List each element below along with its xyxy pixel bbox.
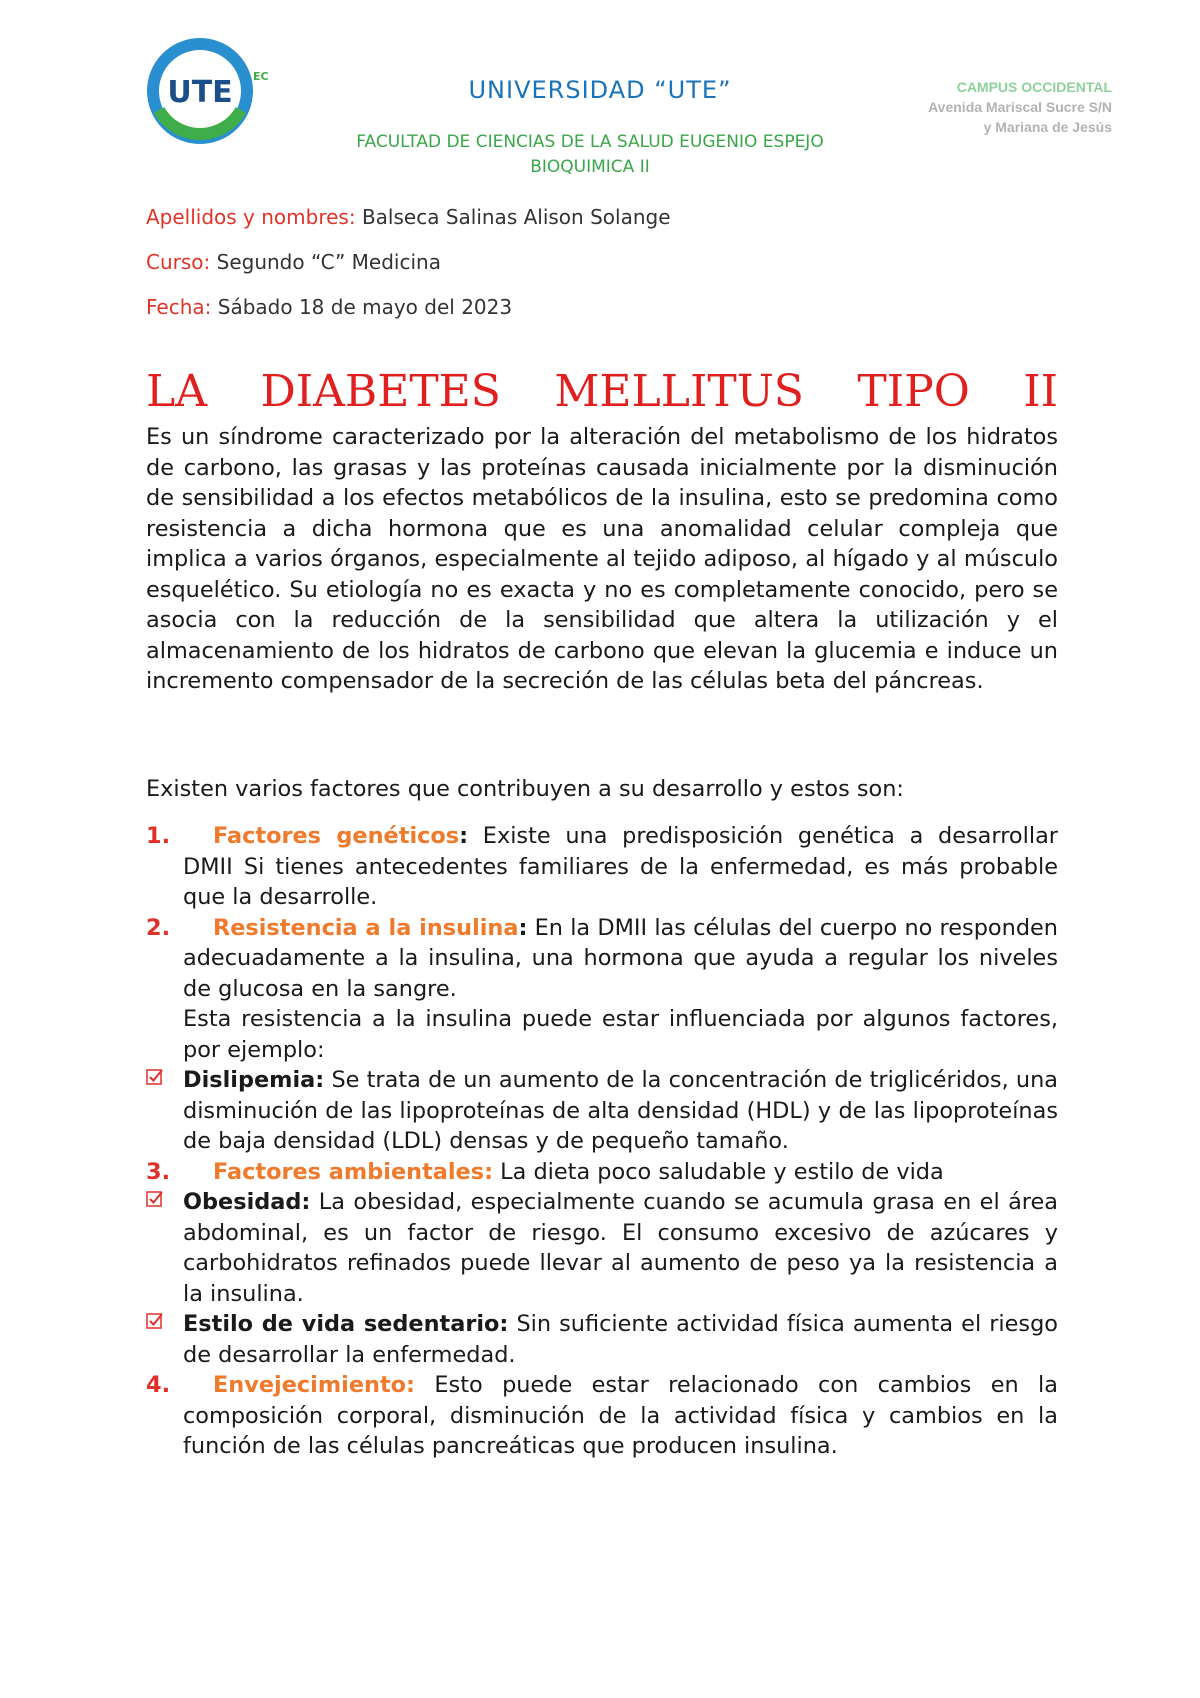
- campus-name: CAMPUS OCCIDENTAL: [956, 79, 1112, 95]
- list-item: [146, 1187, 1058, 1309]
- item-text: La obesidad, especialmente cuando se acumula grasa en el área abdominal, es un factor de riesgo. El consumo excesivo de azúcares y carbohidratos refinados puede llevar al aumento de peso ya la resistencia a la insulina.: [183, 1189, 1058, 1307]
- intro-paragraph: Es un síndrome caracterizado por la alteración del metabolismo de los hidratos de carbono, las grasas y las proteínas causada inicialmente por la disminución de sensibilidad a los efectos metabólicos de la insulina, esto se predomina como resistencia a dicha hormona que es una anomalidad celular compleja que implica a varios órganos, especialmente al tejido adiposo, al hígado y al músculo esquelético. Su etiología no es exacta y no es completamente conocido, pero se asocia con la reducción de la sensibilidad que altera la utilización y el almacenamiento de los hidratos de carbono que elevan la glucemia e induce un incremento compensador de la secreción de las células beta del páncreas.: [146, 424, 1058, 694]
- faculty-block: [0, 130, 1180, 180]
- logo-text: UTE: [167, 75, 233, 110]
- list-item: [146, 821, 1058, 913]
- date-label: Fecha:: [146, 295, 212, 319]
- item-number: 2.: [146, 914, 171, 941]
- item-heading: Resistencia a la insulina: [213, 914, 519, 941]
- course-label: Curso:: [146, 250, 211, 274]
- factors-list: [146, 821, 1058, 1462]
- item-heading: Factores ambientales:: [213, 1158, 494, 1185]
- item-number: 4.: [146, 1372, 171, 1398]
- item-text: Esto puede estar relacionado con cambios en la composición corporal, disminución de la actividad física y cambios en la función de las células pancreáticas que producen insulina.: [183, 1372, 1058, 1459]
- faculty-name: FACULTAD DE CIENCIAS DE LA SALUD EUGENIO ESPEJO: [356, 132, 824, 152]
- item-text: En la DMII las células del cuerpo no responden adecuadamente a la insulina, una hormona que ayuda a regular los niveles de glucosa en la sangre.: [183, 914, 1058, 1002]
- date-value: Sábado 18 de mayo del 2023: [217, 295, 513, 319]
- item-heading: Factores genéticos: [213, 823, 460, 849]
- factors-intro: Existen varios factores que contribuyen a su desarrollo y estos son:: [146, 776, 904, 802]
- list-item: [146, 1157, 1058, 1188]
- date-line: [146, 295, 512, 319]
- list-item: [146, 913, 1058, 1066]
- item-heading: Envejecimiento:: [213, 1372, 415, 1398]
- checkbox-icon: [146, 1190, 164, 1208]
- list-item: [146, 1370, 1058, 1462]
- item-text: Existe una predisposición genética a desarrollar DMII Si tienes antecedentes familiares de la enfermedad, es más probable que la desarrolle.: [183, 823, 1058, 910]
- item-text: Sin suficiente actividad física aumenta el riesgo de desarrollar la enfermedad.: [183, 1311, 1058, 1368]
- student-name-line: [146, 205, 671, 229]
- name-value: Balseca Salinas Alison Solange: [361, 205, 671, 229]
- item-heading: Obesidad:: [183, 1189, 311, 1215]
- name-label: Apellidos y nombres:: [146, 205, 356, 229]
- campus-address: [928, 77, 1112, 137]
- list-item: [146, 1309, 1058, 1370]
- course-value: Segundo “C” Medicina: [216, 250, 441, 274]
- document-title: LA DIABETES MELLITUS TIPO II: [146, 366, 1058, 417]
- university-title: UNIVERSIDAD “UTE”: [468, 76, 732, 104]
- checkbox-icon: [146, 1068, 164, 1086]
- item-sep: :: [459, 823, 469, 849]
- address-line-2: y Mariana de Jesús: [983, 119, 1112, 135]
- item-extra-text: Esta resistencia a la insulina puede estar influenciada por algunos factores, por ejemplo:: [183, 1006, 1058, 1063]
- address-line-1: Avenida Mariscal Sucre S/N: [928, 99, 1112, 115]
- logo-sup: EC: [253, 70, 269, 83]
- checkbox-icon: [146, 1312, 164, 1330]
- item-number: 3.: [146, 1158, 171, 1185]
- item-heading: Estilo de vida sedentario:: [183, 1311, 509, 1337]
- course-name: BIOQUIMICA II: [530, 157, 650, 177]
- item-sep: :: [518, 914, 528, 941]
- item-text: La dieta poco saludable y estilo de vida: [493, 1158, 944, 1185]
- list-item: [146, 1065, 1058, 1157]
- item-text: Se trata de un aumento de la concentración de triglicéridos, una disminución de las lipoproteínas de alta densidad (HDL) y de las lipoproteínas de baja densidad (LDL) densas y de pequeño tamaño.: [183, 1067, 1058, 1154]
- course-line: [146, 250, 441, 274]
- item-number: 1.: [146, 823, 171, 849]
- item-heading: Dislipemia:: [183, 1067, 325, 1093]
